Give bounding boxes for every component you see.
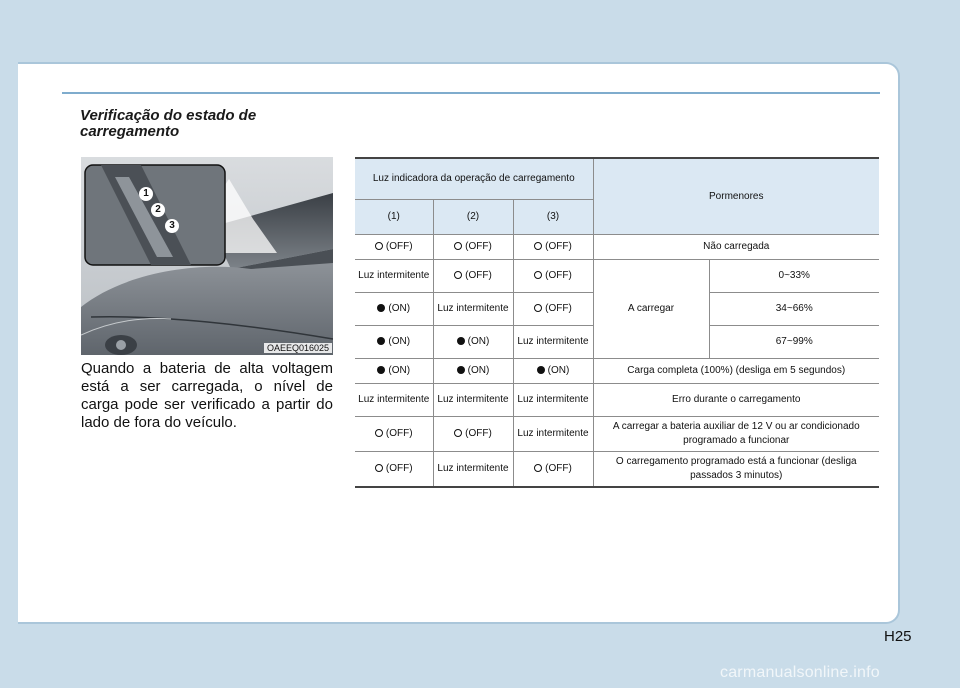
indicator-state-label: (OFF) [545, 303, 572, 314]
indicator-on-icon [377, 337, 385, 345]
detail-cell: 67~99% [709, 326, 879, 359]
details-header: Pormenores [593, 158, 879, 235]
indicator-cell [433, 384, 513, 417]
indicator-state-label: (OFF) [465, 428, 492, 439]
indicator-state-label: (ON) [467, 336, 490, 347]
indicator-state-label: (ON) [388, 336, 411, 347]
table-body [355, 235, 879, 488]
sub-header-2: (2) [433, 200, 513, 235]
table-row [355, 384, 879, 417]
indicator-cell [513, 235, 593, 260]
blinking-label: Luz intermitente [437, 303, 509, 314]
indicator-cell [433, 326, 513, 359]
table-row [355, 452, 879, 488]
detail-cell: Não carregada [593, 235, 879, 260]
indicator-on-icon [537, 366, 545, 374]
indicator-on-icon [377, 366, 385, 374]
indicator-off-icon [454, 429, 462, 437]
indicator-state-label: (ON) [467, 365, 490, 376]
indicator-cell [513, 293, 593, 326]
indicator-cell [513, 260, 593, 293]
indicator-state-label: (ON) [388, 303, 411, 314]
indicator-off-icon [375, 464, 383, 472]
indicator-state-label: (OFF) [545, 241, 572, 252]
charging-cell: A carregar [593, 260, 709, 359]
table-row [355, 260, 879, 293]
indicator-cell [433, 235, 513, 260]
sub-header-3: (3) [513, 200, 593, 235]
indicator-state-label: (OFF) [385, 463, 413, 474]
detail-cell: Carga completa (100%) (desliga em 5 segundos) [593, 359, 879, 384]
indicator-cell [513, 359, 593, 384]
blinking-label: Luz intermitente [358, 394, 430, 405]
detail-cell: A carregar a bateria auxiliar de 12 V ou ar condicionado programado a funcionar [593, 417, 879, 452]
indicator-off-icon [534, 304, 542, 312]
detail-cell: 0~33% [709, 260, 879, 293]
indicator-on-icon [457, 337, 465, 345]
indicator-off-icon [454, 271, 462, 279]
car-charging-figure [81, 157, 333, 355]
blinking-label: Luz intermitente [517, 428, 589, 439]
table-row [355, 417, 879, 452]
blinking-label: Luz intermitente [517, 394, 589, 405]
car-illustration [81, 157, 333, 355]
body-text: Quando a bateria de alta voltagem está a ser carregada, o nível de carga pode ser verificado a partir do lado de fora do veículo. [81, 360, 333, 431]
table-row [355, 359, 879, 384]
indicator-cell [355, 260, 433, 293]
section-title: Verificação do estado de carregamento [80, 107, 257, 140]
indicator-state-label: (OFF) [465, 241, 492, 252]
indicator-cell [513, 326, 593, 359]
indicator-state-label: (OFF) [385, 241, 413, 252]
indicator-off-icon [454, 242, 462, 250]
indicator-off-icon [375, 242, 383, 250]
indicator-off-icon [534, 464, 542, 472]
indicator-on-icon [377, 304, 385, 312]
sub-header-1: (1) [355, 200, 433, 235]
indicator-cell [355, 293, 433, 326]
indicator-state-label: (OFF) [545, 270, 572, 281]
callout-1: 1 [139, 187, 153, 201]
callout-3: 3 [165, 219, 179, 233]
indicator-state-label: (OFF) [385, 428, 413, 439]
blinking-label: Luz intermitente [437, 463, 509, 474]
detail-cell: Erro durante o carregamento [593, 384, 879, 417]
indicator-cell [355, 235, 433, 260]
indicator-off-icon [375, 429, 383, 437]
table-row [355, 235, 879, 260]
indicator-state-label: (OFF) [465, 270, 492, 281]
indicator-cell [355, 452, 433, 488]
indicator-cell [513, 384, 593, 417]
charging-status-table [355, 157, 879, 488]
page-number: H25 [884, 628, 912, 645]
blinking-label: Luz intermitente [437, 394, 509, 405]
group-header: Luz indicadora da operação de carregamento [355, 158, 593, 200]
indicator-cell [513, 417, 593, 452]
indicator-cell [433, 417, 513, 452]
blinking-label: Luz intermitente [358, 270, 430, 281]
indicator-cell [355, 384, 433, 417]
detail-cell: 34~66% [709, 293, 879, 326]
indicator-off-icon [534, 271, 542, 279]
indicator-state-label: (OFF) [545, 463, 572, 474]
figure-code: OAEEQ016025 [264, 343, 332, 353]
indicator-cell [433, 452, 513, 488]
indicator-cell [513, 452, 593, 488]
top-rule [62, 92, 880, 94]
indicator-state-label: (ON) [547, 365, 570, 376]
indicator-cell [433, 293, 513, 326]
watermark: carmanualsonline.info [720, 664, 880, 681]
indicator-cell [433, 260, 513, 293]
indicator-cell [355, 326, 433, 359]
indicator-cell [355, 359, 433, 384]
indicator-cell [355, 417, 433, 452]
indicator-cell [433, 359, 513, 384]
indicator-on-icon [457, 366, 465, 374]
blinking-label: Luz intermitente [517, 336, 589, 347]
detail-cell: O carregamento programado está a funcionar (desliga passados 3 minutos) [593, 452, 879, 488]
callout-2: 2 [151, 203, 165, 217]
indicator-state-label: (ON) [388, 365, 411, 376]
indicator-off-icon [534, 242, 542, 250]
